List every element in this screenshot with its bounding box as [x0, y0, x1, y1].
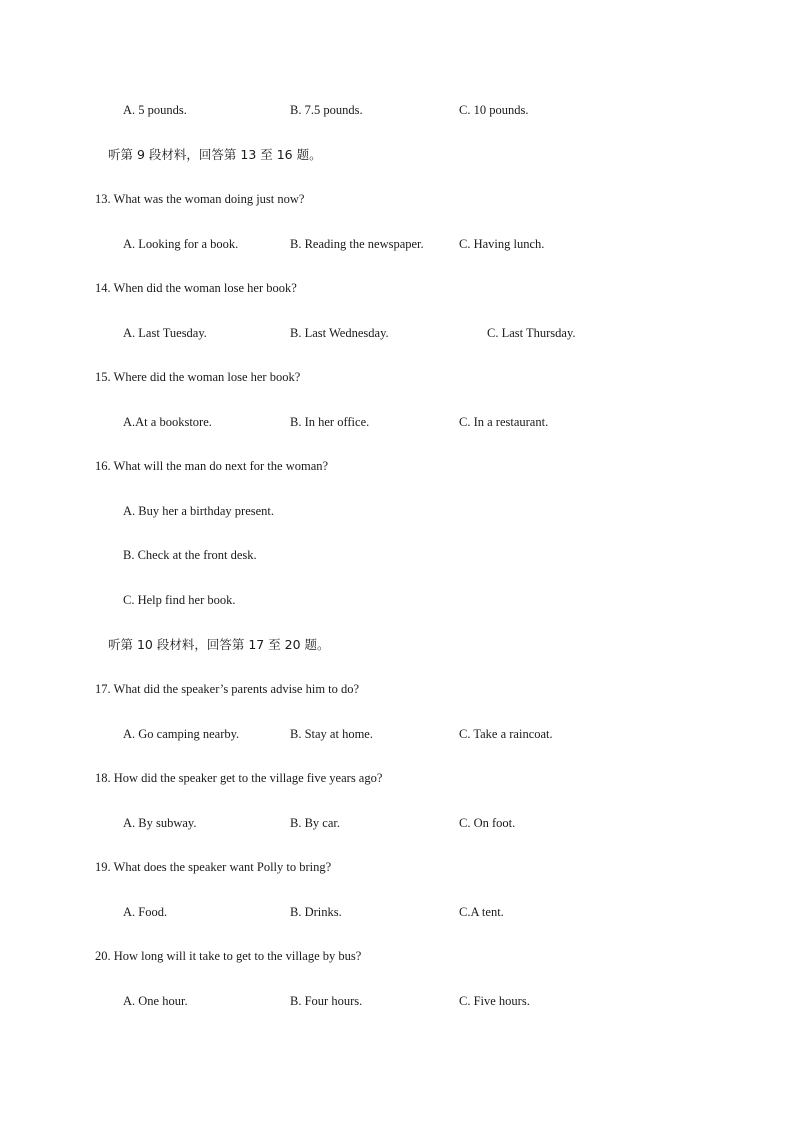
q20-stem: 20. How long will it take to get to the village by bus? — [95, 949, 362, 963]
q20-option-c: C. Five hours. — [459, 994, 530, 1008]
q16-option-c: C. Help find her book. — [123, 593, 236, 607]
q15-stem: 15. Where did the woman lose her book? — [95, 370, 301, 384]
q17-option-a: A. Go camping nearby. — [123, 727, 240, 741]
q14-stem: 14. When did the woman lose her book? — [95, 281, 297, 295]
q14-option-b: B. Last Wednesday. — [290, 326, 389, 340]
q18-stem: 18. How did the speaker get to the village five years ago? — [95, 771, 383, 785]
q20-option-a: A. One hour. — [123, 994, 188, 1008]
q13-option-c: C. Having lunch. — [459, 237, 545, 251]
q19-option-c: C.A tent. — [459, 905, 504, 919]
q14-option-c: C. Last Thursday. — [487, 326, 576, 340]
q16-option-b: B. Check at the front desk. — [123, 548, 257, 562]
q19-option-a: A. Food. — [123, 905, 168, 919]
section-9-instruction: 听第 9 段材料，回答第 13 至 16 题。 — [108, 147, 322, 162]
q18-option-c: C. On foot. — [459, 816, 516, 830]
q18-option-a: A. By subway. — [123, 816, 197, 830]
q13-option-a: A. Looking for a book. — [123, 237, 239, 251]
q15-option-c: C. In a restaurant. — [459, 415, 549, 429]
q15-option-a: A.At a bookstore. — [123, 415, 212, 429]
q12-option-c: C. 10 pounds. — [459, 103, 529, 117]
q13-stem: 13. What was the woman doing just now? — [95, 192, 305, 206]
q13-option-b: B. Reading the newspaper. — [290, 237, 424, 251]
q20-option-b: B. Four hours. — [290, 994, 363, 1008]
q17-option-b: B. Stay at home. — [290, 727, 373, 741]
q14-option-a: A. Last Tuesday. — [123, 326, 207, 340]
q16-option-a: A. Buy her a birthday present. — [123, 504, 275, 518]
q16-stem: 16. What will the man do next for the woman? — [95, 459, 329, 473]
q12-option-a: A. 5 pounds. — [123, 103, 187, 117]
q15-option-b: B. In her office. — [290, 415, 370, 429]
q17-option-c: C. Take a raincoat. — [459, 727, 553, 741]
section-10-instruction: 听第 10 段材料，回答第 17 至 20 题。 — [108, 637, 330, 652]
q12-option-b: B. 7.5 pounds. — [290, 103, 363, 117]
q19-option-b: B. Drinks. — [290, 905, 342, 919]
q18-option-b: B. By car. — [290, 816, 340, 830]
q19-stem: 19. What does the speaker want Polly to bring? — [95, 860, 332, 874]
q17-stem: 17. What did the speaker’s parents advise him to do? — [95, 682, 360, 696]
